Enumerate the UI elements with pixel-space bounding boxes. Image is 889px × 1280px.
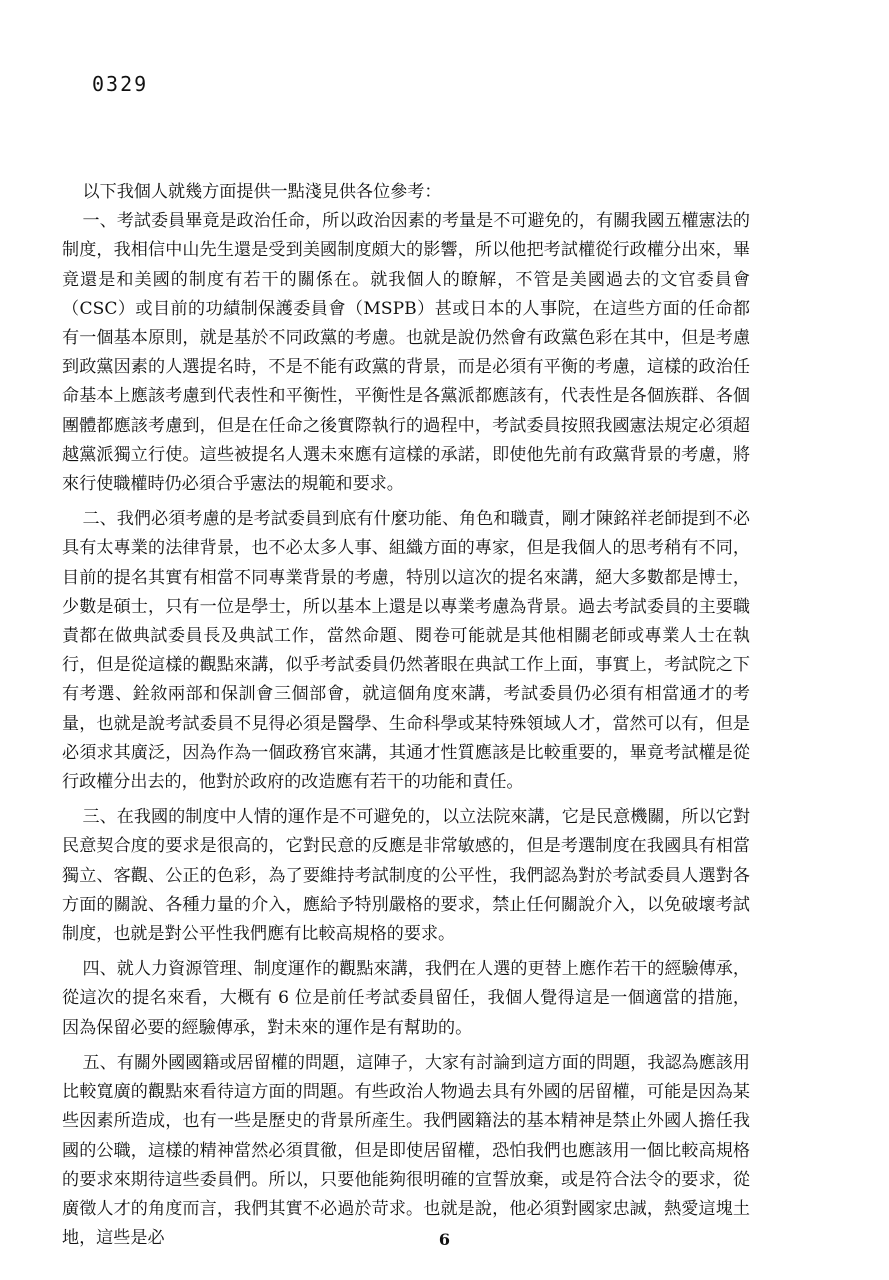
page-number: 6 (438, 1230, 451, 1249)
paragraph-1: 一、考試委員畢竟是政治任命，所以政治因素的考量是不可避免的，有關我國五權憲法的制度，我相信中山先生還是受到美國制度頗大的影響，所以他把考試權從行政權分出來，畢竟還是和美國的制度有若干的關係在。就我個人的瞭解，不管是美國過去的文官委員會（CSC）或目前的功績制保護委員會（MSPB）甚或日本的人事院，在這些方面的任命都有一個基本原則，就是基於不同政黨的考慮。也就是說仍然會有政黨色彩在其中，但是考慮到政黨因素的人選提名時，不是不能有政黨的背景，而是必須有平衡的考慮，這樣的政治任命基本上應該考慮到代表性和平衡性，平衡性是各黨派都應該有，代表性是各個族群、各個團體都應該考慮到，但是在任命之後實際執行的過程中，考試委員按照我國憲法規定必須超越黨派獨立行使。這些被提名人選未來應有這樣的承諾，即使他先前有政黨背景的考慮，將來行使職權時仍必須合乎憲法的規範和要求。 (62, 211, 750, 495)
paragraph-2: 二、我們必須考慮的是考試委員到底有什麼功能、角色和職責，剛才陳銘祥老師提到不必具有太專業的法律背景，也不必太多人事、組織方面的專家，但是我個人的思考稍有不同，目前的提名其實有相當不同專業背景的考慮，特別以這次的提名來講，絕大多數都是博士，少數是碩士，只有一位是學士，所以基本上還是以專業考慮為背景。過去考試委員的主要職責都在做典試委員長及典試工作，當然命題、閱卷可能就是其他相關老師或專業人士在執行，但是從這樣的觀點來講，似乎考試委員仍然著眼在典試工作上面，事實上，考試院之下有考選、銓敘兩部和保訓會三個部會，就這個角度來講，考試委員仍必須有相當通才的考量，也就是說考試委員不見得必須是醫學、生命科學或某特殊領域人才，當然可以有，但是必須求其廣泛，因為作為一個政務官來講，其通才性質應該是比較重要的，畢竟考試權是從行政權分出去的，他對於政府的改造應有若干的功能和責任。 (62, 509, 750, 793)
paragraph-3: 三、在我國的制度中人情的運作是不可避免的，以立法院來講，它是民意機關，所以它對民意契合度的要求是很高的，它對民意的反應是非常敏感的，但是考選制度在我國具有相當獨立、客觀、公正的色彩，為了要維持考試制度的公平性，我們認為對於考試委員人選對各方面的關說、各種力量的介入，應給予特別嚴格的要求，禁止任何關說介入，以免破壞考試制度，也就是對公平性我們應有比較高規格的要求。 (62, 807, 750, 945)
document-body (62, 178, 750, 1253)
document-id: 0329 (92, 72, 149, 96)
paragraph-5: 五、有關外國國籍或居留權的問題，這陣子，大家有討論到這方面的問題，我認為應該用比較寬廣的觀點來看待這方面的問題。有些政治人物過去具有外國的居留權，可能是因為某些因素所造成，也有一些是歷史的背景所產生。我們國籍法的基本精神是禁止外國人擔任我國的公職，這樣的精神當然必須貫徹，但是即使居留權，恐怕我們也應該用一個比較高規格的要求來期待這些委員們。所以，只要他能夠很明確的宣誓放棄，或是符合法令的要求，從廣徵人才的角度而言，我們其實不必過於苛求。也就是說，他必須對國家忠誠，熱愛這塊土地，這些是必 (62, 1052, 750, 1249)
paragraph-4: 四、就人力資源管理、制度運作的觀點來講，我們在人選的更替上應作若干的經驗傳承，從這次的提名來看，大概有 6 位是前任考試委員留任，我個人覺得這是一個適當的措施，因為保留必要的經驗傳承，對未來的運作是有幫助的。 (62, 959, 750, 1038)
paragraph-intro: 以下我個人就幾方面提供一點淺見供各位參考： (82, 182, 442, 202)
